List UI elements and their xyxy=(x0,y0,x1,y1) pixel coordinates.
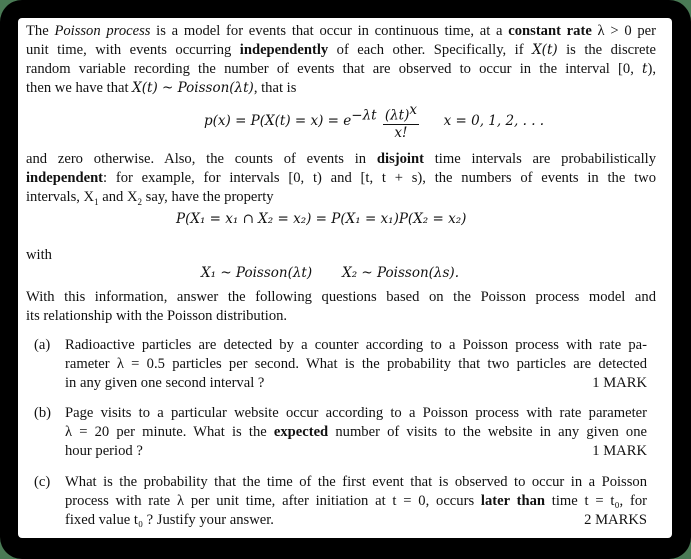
question-label: (c) xyxy=(34,474,51,490)
disjoint-paragraph xyxy=(26,150,656,212)
para2-line-2: independent: for example, for intervals [0, t) and [t, t + s), the numbers of events in the two xyxy=(26,170,656,186)
term-disjoint: disjoint xyxy=(376,151,424,167)
marks-badge: 2 MARKS xyxy=(584,512,647,528)
question-label: (b) xyxy=(34,405,52,421)
intro-line-4: then we have that X(t) ~ Poisson(λt), that is xyxy=(26,80,297,96)
with-label: with xyxy=(26,247,52,263)
term-constant-rate: constant rate xyxy=(508,23,592,39)
term-expected: expected xyxy=(273,424,329,440)
para2-line-1: and zero otherwise. Also, the counts of events in disjoint time intervals are probabilistically xyxy=(26,151,656,167)
marks-badge: 1 MARK xyxy=(592,375,647,391)
intro-line-2: unit time, with events occurring independently of each other. Specifically, if X(t) is the discrete xyxy=(26,42,656,58)
term-independent: independent xyxy=(26,170,104,186)
question-b: (b) Page visits to a particular website occur according to a Poisson process with rate parameter λ = 20 per minute. What is the expected number of visits to the website in any given one hour period ? 1 MARK xyxy=(34,405,647,459)
instructions-paragraph: With this information, answer the following questions based on the Poisson process model and its relationship with the Poisson distribution. xyxy=(26,289,656,324)
question-c: (c) What is the probability that the time of the first event that is observed to occur in a Poisson process with rate λ per unit time, after initiation at t = 0, occurs later than time t = t₀, for fixed value t₀ ? Justify your answer. 2 MARKS xyxy=(34,474,647,528)
intro-paragraph xyxy=(26,22,656,98)
fraction: $\frac{(\lambda t)^x}{x!}$ xyxy=(384,102,417,141)
equation-poisson-pmf: $p(x) = P(X(t) = x) = e^{-\lambda t}$ $\frac{(\lambda t)^x}{x!}$ x = 0, 1, 2, . . . xyxy=(204,102,545,141)
equation-independence: P(X₁ = x₁ ∩ X₂ = x₂) = P(X₁ = x₁)P(X₂ = x₂) xyxy=(176,211,467,227)
term-poisson-process: Poisson process xyxy=(54,23,151,39)
para2-line-3: intervals, $X_1$ and $X_2$ say, have the property xyxy=(26,189,274,207)
intro-line-3: random variable recording the number of events that are observed to occur in the interval [0, t), xyxy=(26,61,656,77)
term-later-than: later than xyxy=(480,493,546,509)
question-label: (a) xyxy=(34,337,51,353)
question-a: (a) Radioactive particles are detected by a counter according to a Poisson process with rate pa- rameter λ = 0.5 particles per second. What is the probability that two particles are detected in any given one second interval ? 1 MARK xyxy=(34,337,647,391)
intro-line-1: The Poisson process is a model for events that occur in continuous time, at a constant rate λ > 0 per xyxy=(26,23,656,39)
document-page xyxy=(18,18,672,538)
equation-distributions: X₁ ~ Poisson(λt) X₂ ~ Poisson(λs). xyxy=(201,265,459,281)
term-independently: independently xyxy=(239,42,329,58)
marks-badge: 1 MARK xyxy=(592,443,647,459)
